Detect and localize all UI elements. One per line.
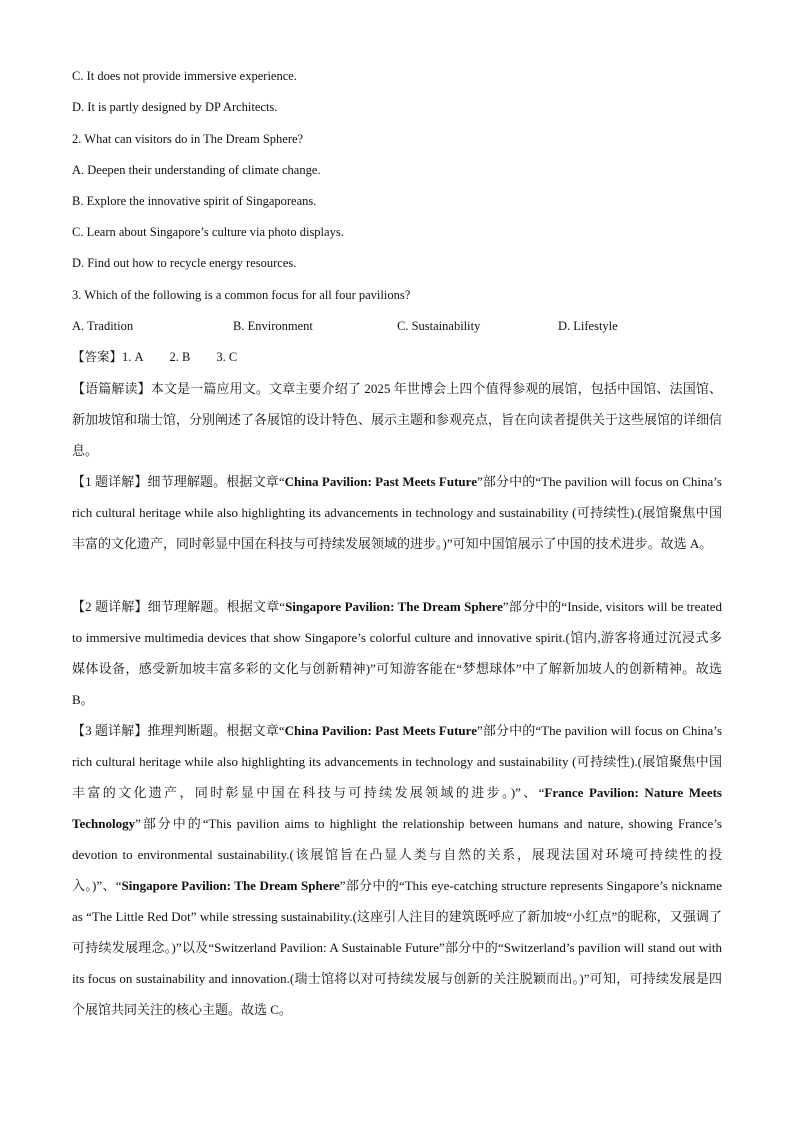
explain-text: ”部分中的“Inside, visitors will be treated to immersive multimedia devices that show Singapore’s colorful culture and innovative spirit.(馆内,游客将通过沉浸式多媒体设备，感受新加坡丰富多彩的文化与创新精神)”可知游客能在“梦想球体”中了解新加坡人的创新精神。故选 B。	[72, 599, 722, 707]
section-title-ref: France Pavilion: Nature Meets Technology	[72, 785, 722, 831]
explain-text: ”部分中的“This pavilion aims to highlight the relationship between humans and nature, showing France’s devotion to environmental sustainability.(该展馆旨在凸显人类与自然的关系，展现法国对环境可持续性的投入。)”、“	[72, 816, 722, 893]
explain-label: 【3 题详解】	[72, 723, 148, 738]
answer-label: 【答案】	[72, 350, 123, 364]
section-title-ref: China Pavilion: Past Meets Future	[284, 723, 477, 738]
q2-option-a: A. Deepen their understanding of climate change.	[72, 163, 321, 177]
explain-text: ”部分中的“This eye-catching structure represents Singapore’s nickname as “The Little Red Dot” while stressing sustainability.(这座引人注目的建筑既呼应了新加坡“小红点”的昵称，又强调了可持续发展理念。)”以及“Switzerland Pavilion: A Sustainable Future”部分中的“Switzerland’s pavilion will stand out with its focus on sustainability and innovation.(瑞士馆将以对可持续发展与创新的关注脱颖而出。)”可知，可持续发展是四个展馆共同关注的核心主题。故选 C。	[72, 878, 723, 1017]
explain-2-paragraph	[72, 591, 722, 715]
overview-label: 【语篇解读】	[72, 381, 151, 396]
section-title-ref: Singapore Pavilion: The Dream Sphere	[285, 599, 503, 614]
q2-option-d: D. Find out how to recycle energy resources.	[72, 256, 297, 270]
explain-text: ”部分中的“The pavilion will focus on China’s rich cultural heritage while also highlighting its advancements in technology and sustainability (可持续性).(展馆聚焦中国丰富的文化遗产，同时彰显中国在科技与可持续发展领域的进步。)”可知中国馆展示了中国的技术进步。故选 A。	[72, 474, 722, 551]
q3-option-b: B. Environment	[233, 319, 313, 333]
answer-item: 3. C	[216, 350, 238, 364]
explain-3-paragraph	[72, 715, 722, 1025]
explain-text: 细节理解题。根据文章“	[147, 474, 285, 489]
q2-stem: 2. What can visitors do in The Dream Sphere?	[72, 132, 304, 146]
q3-option-c: C. Sustainability	[397, 319, 481, 333]
explain-label: 【1 题详解】	[72, 474, 148, 489]
answer-item: 1. A	[122, 350, 144, 364]
explain-label: 【2 题详解】	[72, 599, 148, 614]
section-title-ref: Singapore Pavilion: The Dream Sphere	[121, 878, 340, 893]
q3-stem: 3. Which of the following is a common focus for all four pavilions?	[72, 288, 411, 302]
explain-text: 推理判断题。根据文章“	[147, 723, 285, 738]
q1-option-d: D. It is partly designed by DP Architects.	[72, 100, 278, 114]
q1-option-c: C. It does not provide immersive experience.	[72, 69, 297, 83]
answer-item: 2. B	[169, 350, 191, 364]
explain-text: 细节理解题。根据文章“	[147, 599, 286, 614]
explain-1-paragraph	[72, 466, 722, 559]
explain-text: ”部分中的“The pavilion will focus on China’s rich cultural heritage while also highlighting its advancements in technology and sustainability (可持续性).(展馆聚焦中国丰富的文化遗产，同时彰显中国在科技与可持续发展领域的进步。)”、“	[72, 723, 722, 800]
q3-option-a: A. Tradition	[72, 319, 134, 333]
q3-option-d: D. Lifestyle	[558, 319, 618, 333]
answer-line	[72, 349, 237, 365]
q2-option-c: C. Learn about Singapore’s culture via photo displays.	[72, 225, 344, 239]
q2-option-b: B. Explore the innovative spirit of Singaporeans.	[72, 194, 317, 208]
overview-paragraph	[72, 373, 722, 466]
overview-text: 本文是一篇应用文。文章主要介绍了 2025 年世博会上四个值得参观的展馆，包括中国馆、法国馆、新加坡馆和瑞士馆，分别阐述了各展馆的设计特色、展示主题和参观亮点，旨在向读者提供关于这些展馆的详细信息。	[72, 381, 723, 458]
section-title-ref: China Pavilion: Past Meets Future	[284, 474, 477, 489]
